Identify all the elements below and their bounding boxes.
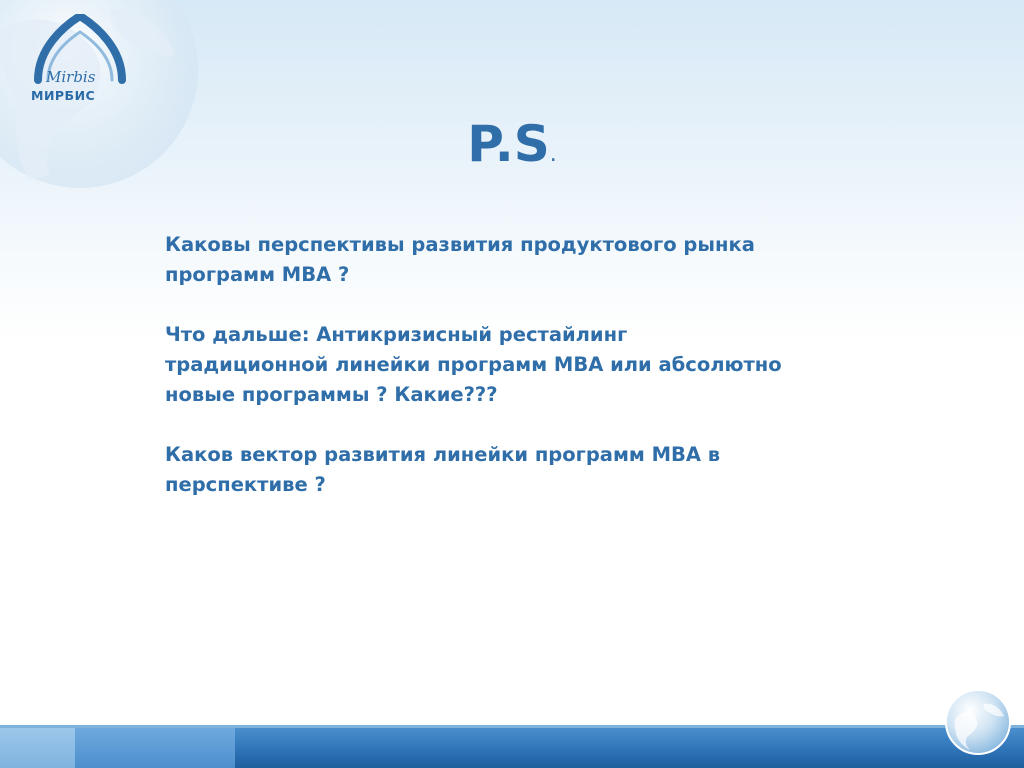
slide-title-text: P.S [467, 115, 550, 173]
slide-title [0, 112, 1024, 187]
footer-band [0, 725, 1024, 768]
footer-segment-light [0, 728, 75, 768]
logo-text: МИРБИС [31, 88, 96, 103]
slide-title-dot: . [549, 142, 557, 167]
footer-segment-medium [75, 728, 235, 768]
slide-body [165, 230, 925, 530]
body-paragraph: Каков вектор развития линейки программ МВА в перспективе ? [165, 443, 721, 496]
logo-script-text: Mirbis [46, 68, 96, 86]
globe-icon [944, 688, 1012, 756]
body-paragraph: Каковы перспективы развития продуктового рынка программ МВА ? [165, 233, 755, 286]
body-paragraph: Что дальше: Антикризисный рестайлинг традиционной линейки программ МВА или абсолютно новые программы ? Какие??? [165, 323, 782, 406]
